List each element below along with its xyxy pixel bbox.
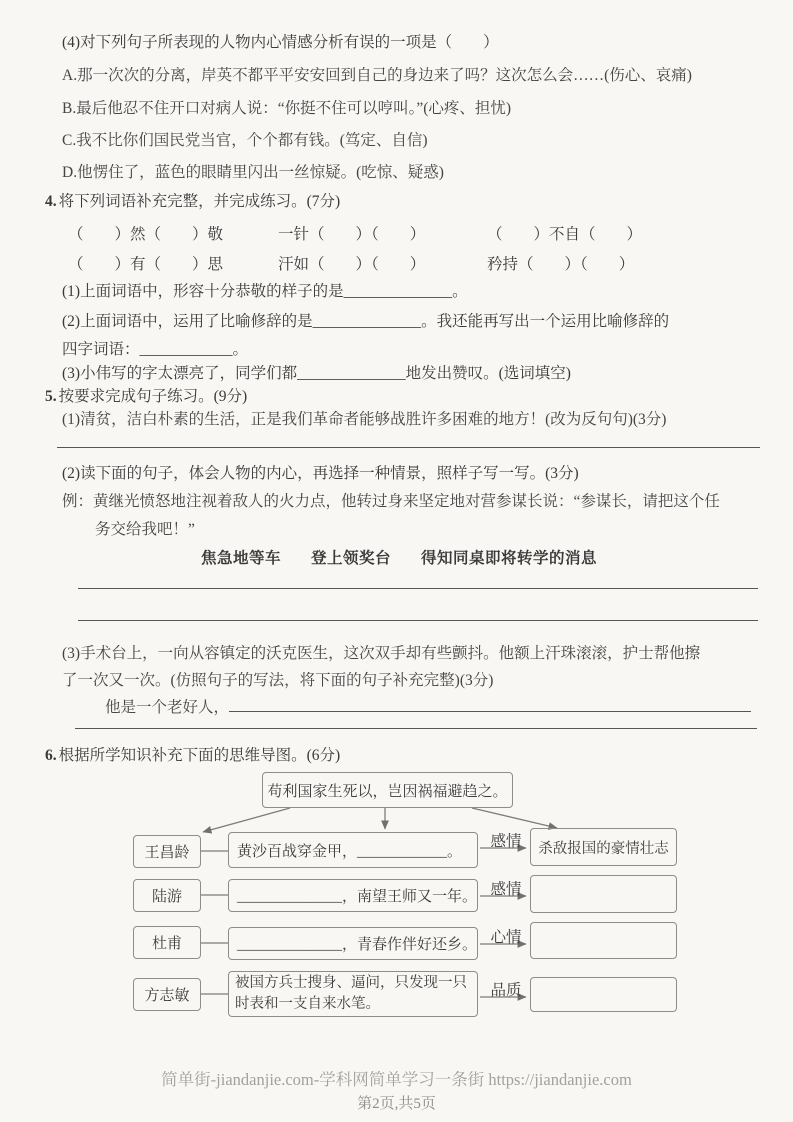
verse-box-1: 黄沙百战穿金甲，____________。 [228, 832, 478, 868]
q4-title-line [45, 192, 340, 211]
q4-word-r1c3: （ ）不自（ ） [487, 226, 643, 243]
q5-title-line [45, 387, 247, 406]
q5-title: 按要求完成句子练习。(9分) [58, 388, 248, 405]
answer-line-3 [78, 620, 758, 621]
poet-box-luyou: 陆游 [133, 879, 201, 912]
q3-sub4-option-a: A.那一次次的分离，岸英不都平平安安回到自己的身边来了吗？这次怎么会……(伤心、哀痛) [62, 67, 692, 84]
feeling-box-4-empty [530, 977, 677, 1012]
q5-sub1: (1)清贫，洁白朴素的生活，正是我们革命者能够战胜许多困难的地方！(改为反句句)(3分) [62, 411, 667, 428]
q5-sub3-blank [229, 697, 751, 712]
answer-line-2 [78, 588, 758, 589]
q5-sub3-line1: (3)手术台上，一向从容镇定的沃克医生，这次双手却有些颤抖。他额上汗珠滚滚，护士帮他擦 [62, 645, 701, 662]
footer-page-number: 第2页,共5页 [357, 1096, 436, 1112]
verse-box-2: ______________，南望王师又一年。 [228, 879, 478, 912]
q3-sub4-option-c: C.我不比你们国民党当官，个个都有钱。(笃定、自信) [62, 132, 428, 149]
footer-watermark: 简单街-jiandanjie.com-学科网简单学习一条街 https://jiandanjie.com [161, 1070, 632, 1089]
mindmap-root-box: 苟利国家生死以，岂因祸福避趋之。 [262, 772, 513, 808]
q4-title: 将下列词语补充完整，并完成练习。(7分) [58, 193, 341, 210]
q5-scenario-choices [201, 546, 597, 568]
q4-sub2-line2: 四字词语：____________。 [62, 341, 249, 358]
q4-word-r2c3: 矜持（ ）（ ） [487, 256, 635, 273]
q4-word-r1c2: 一针（ ）（ ） [278, 226, 426, 243]
q5-sub3-prompt: 他是一个老好人， [105, 697, 751, 717]
feeling-box-3-empty [530, 922, 677, 959]
scenario-choice-1: 焦急地等车 [201, 550, 282, 567]
q4-word-r1c1: （ ）然（ ）敬 [68, 226, 224, 243]
q3-sub4-option-d: D.他愣住了，蓝色的眼睛里闪出一丝惊疑。(吃惊、疑惑) [62, 164, 444, 181]
scenario-choice-3: 得知同桌即将转学的消息 [421, 550, 598, 567]
q6-number: 6. [45, 747, 57, 764]
mind-map-diagram [120, 763, 740, 1038]
q4-sub2-line1: (2)上面词语中，运用了比喻修辞的是______________。我还能再写出一个运用比喻修辞的 [62, 313, 670, 330]
q5-number: 5. [45, 388, 57, 405]
q4-sub3: (3)小伟写的字太漂亮了，同学们都______________地发出赞叹。(选词填空) [62, 365, 571, 382]
relation-label-2: 感情 [490, 881, 522, 898]
feeling-box-1: 杀敌报国的豪情壮志 [530, 828, 677, 866]
verse-box-3: ______________，青春作伴好还乡。 [228, 927, 478, 960]
answer-line-4 [75, 728, 757, 729]
q5-sub3-line2: 了一次又一次。(仿照句子的写法，将下面的句子补充完整)(3分) [62, 672, 494, 689]
q6-title: 根据所学知识补充下面的思维导图。(6分) [58, 747, 341, 764]
q5-sub2: (2)读下面的句子，体会人物的内心，再选择一种情景，照样子写一写。(3分) [62, 465, 579, 482]
poet-box-dufu: 杜甫 [133, 926, 201, 959]
scenario-choice-2: 登上领奖台 [311, 550, 392, 567]
poet-box-fangzhimin: 方志敏 [133, 978, 201, 1011]
poet-box-wangchangling: 王昌龄 [133, 835, 201, 868]
q4-sub1: (1)上面词语中，形容十分恭敬的样子的是______________。 [62, 283, 468, 300]
q5-example-line2: 务交给我吧！” [95, 521, 195, 538]
feeling-box-2-empty [530, 875, 677, 913]
q3-sub4-option-b: B.最后他忍不住开口对病人说：“你挺不住可以哼叫。”(心疼、担忧) [62, 100, 512, 117]
q3-sub4-stem: (4)对下列句子所表现的人物内心情感分析有误的一项是（ ） [62, 34, 499, 51]
q4-word-r2c2: 汗如（ ）（ ） [278, 256, 426, 273]
q5-example-line1: 例：黄继光愤怒地注视着敌人的火力点，他转过身来坚定地对营参谋长说：“参谋长，请把这个任 [62, 493, 720, 510]
answer-line-1 [57, 447, 760, 448]
verse-box-4: 被国方兵士搜身、逼问，只发现一只时表和一支自来水笔。 [228, 971, 478, 1017]
q4-number: 4. [45, 193, 57, 210]
relation-label-3: 心情 [490, 929, 522, 946]
q4-word-r2c1: （ ）有（ ）思 [68, 256, 224, 273]
relation-label-1: 感情 [490, 833, 522, 850]
relation-label-4: 品质 [490, 982, 522, 999]
